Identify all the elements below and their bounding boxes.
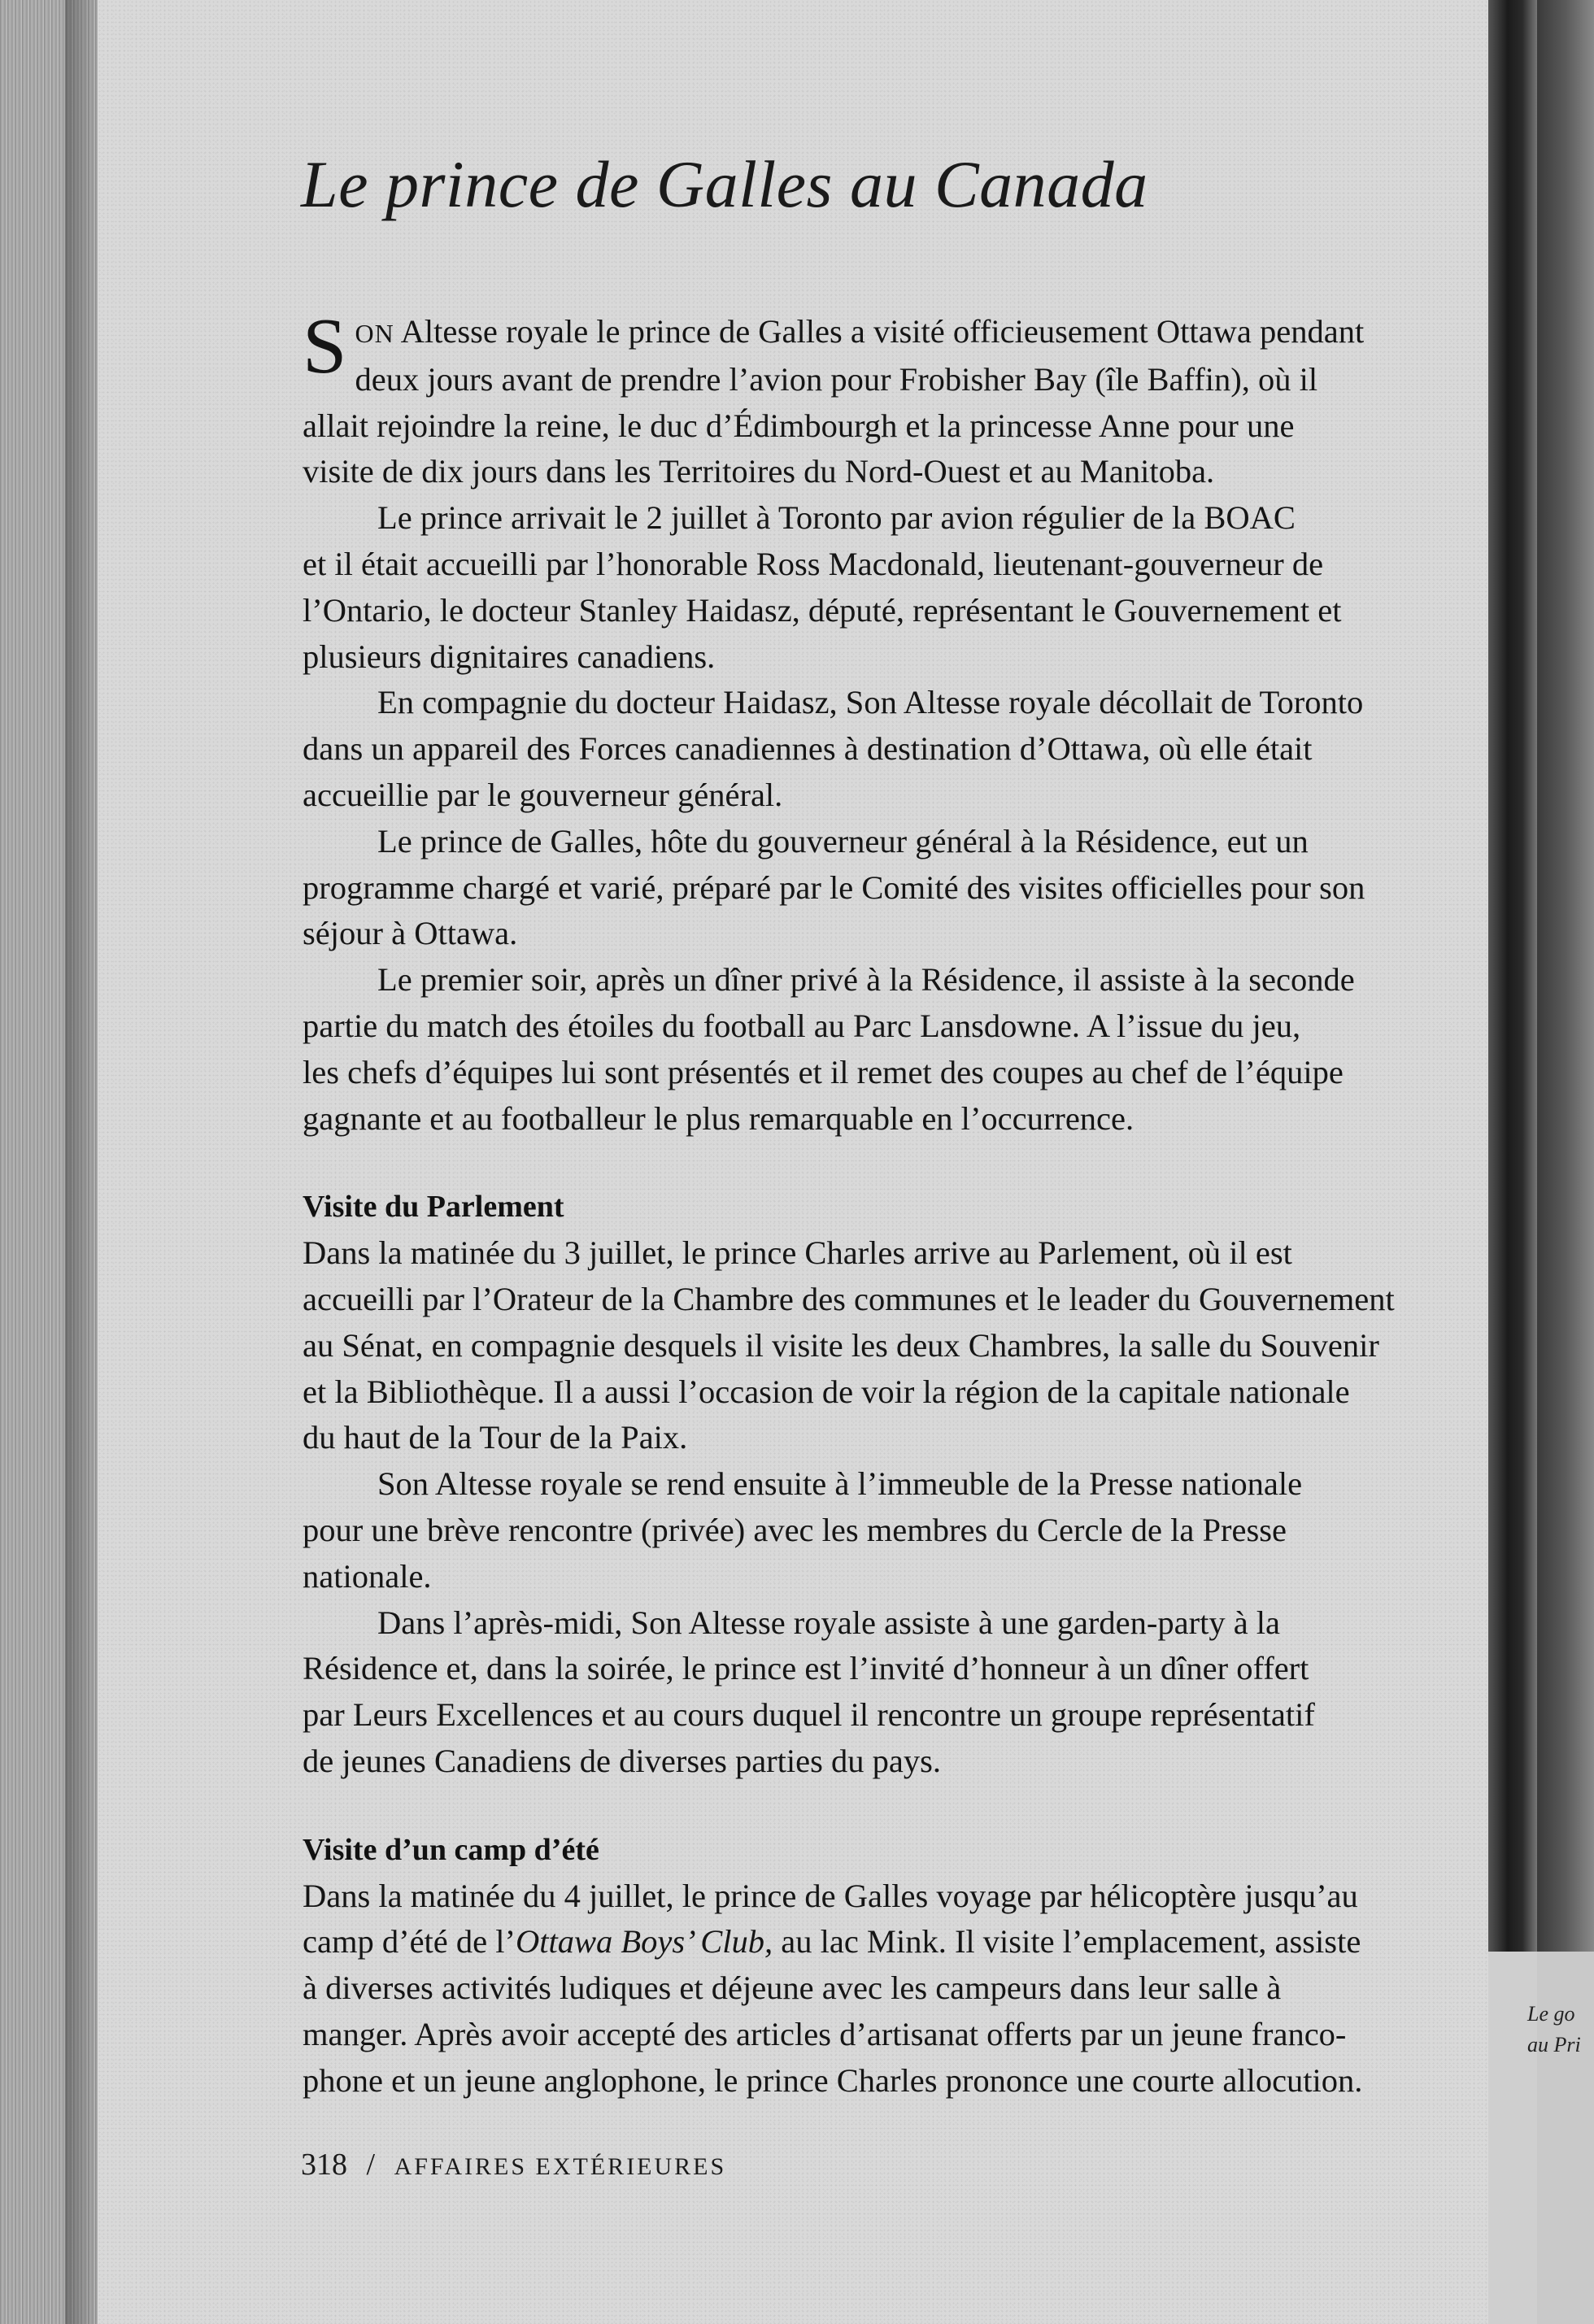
text-line: pour une brève rencontre (privée) avec les membres du Cercle de la Presse xyxy=(303,1511,1287,1548)
text-line: Le premier soir, après un dîner privé à la Résidence, il assiste à la seconde xyxy=(377,961,1355,999)
text-line: Le prince arrivait le 2 juillet à Toronto par avion régulier de la BOAC xyxy=(377,499,1296,537)
intro-paragraph xyxy=(303,309,1488,495)
paragraph xyxy=(303,1461,1488,1599)
text-line: nationale. xyxy=(303,1557,432,1595)
footer-separator: / xyxy=(366,2148,376,2182)
text-line: Résidence et, dans la soirée, le prince est l’invité d’honneur à un dîner offert xyxy=(303,1650,1309,1687)
left-gutter-scan xyxy=(0,0,98,2324)
text-line: Dans l’après-midi, Son Altesse royale assiste à une garden-party à la xyxy=(377,1604,1281,1641)
text-line: l’Ontario, le docteur Stanley Haidasz, député, représentant le Gouvernement et xyxy=(303,591,1342,629)
text-line: du haut de la Tour de la Paix. xyxy=(303,1419,688,1456)
text-line xyxy=(303,309,1488,357)
next-page-photo xyxy=(1537,0,1594,1952)
paragraph xyxy=(303,957,1488,1142)
next-page-caption-line: Le go xyxy=(1527,2002,1575,2026)
next-page-edge xyxy=(1537,0,1594,2324)
text-fragment: au lac Mink. Il visite l’emplacement, assiste xyxy=(773,1923,1361,1961)
text-line: à diverses activités ludiques et déjeune avec les campeurs dans leur salle à xyxy=(303,1969,1282,2007)
section-heading: Visite d’un camp d’été xyxy=(303,1832,599,1867)
text-fragment: camp d’été de l’ xyxy=(303,1923,516,1961)
text-line: par Leurs Excellences et au cours duquel il rencontre un groupe représentatif xyxy=(303,1696,1315,1734)
text-line: visite de dix jours dans les Territoires du Nord-Ouest et au Manitoba. xyxy=(303,453,1215,490)
paragraph xyxy=(303,495,1488,680)
text-line: Dans la matinée du 4 juillet, le prince de Galles voyage par hélicoptère jusqu’au xyxy=(303,1877,1358,1914)
paragraph xyxy=(303,1600,1488,1785)
small-caps-word: ON xyxy=(355,319,394,348)
text-line: de jeunes Canadiens de diverses parties du pays. xyxy=(303,1742,942,1779)
text-line: deux jours avant de prendre l’avion pour Frobisher Bay (île Baffin), où il xyxy=(355,360,1318,398)
binding-shadow xyxy=(1488,0,1537,1952)
text-line: phone et un jeune anglophone, le prince Charles prononce une courte allocution. xyxy=(303,2061,1363,2099)
page-title: Le prince de Galles au Canada xyxy=(301,147,1148,221)
paragraph xyxy=(303,680,1488,818)
text-line: programme chargé et varié, préparé par le Comité des visites officielles pour son xyxy=(303,868,1365,906)
text-line: En compagnie du docteur Haidasz, Son Altesse royale décollait de Toronto xyxy=(377,684,1364,721)
section-spacer xyxy=(303,1785,1488,1827)
text-line: dans un appareil des Forces canadiennes à destination d’Ottawa, où elle était xyxy=(303,730,1313,768)
text-line: les chefs d’équipes lui sont présentés et il remet des coupes au chef de l’équipe xyxy=(303,1053,1344,1090)
section-spacer xyxy=(303,1142,1488,1184)
text-line: et la Bibliothèque. Il a aussi l’occasion de voir la région de la capitale nationale xyxy=(303,1373,1350,1410)
text-line: Dans la matinée du 3 juillet, le prince Charles arrive au Parlement, où il est xyxy=(303,1234,1292,1272)
text-line: accueillie par le gouverneur général. xyxy=(303,776,783,813)
text-line: partie du match des étoiles du football au Parc Lansdowne. A l’issue du jeu, xyxy=(303,1007,1301,1044)
page-number: 318 xyxy=(301,2148,347,2182)
text-line: Son Altesse royale se rend ensuite à l’immeuble de la Presse nationale xyxy=(377,1465,1303,1503)
text-line: accueilli par l’Orateur de la Chambre des communes et le leader du Gouvernement xyxy=(303,1280,1395,1317)
text-line xyxy=(303,1919,1488,1965)
drop-cap: S xyxy=(303,309,347,390)
paragraph xyxy=(303,1874,1488,2104)
text-line: allait rejoindre la reine, le duc d’Édimbourgh et la princesse Anne pour une xyxy=(303,407,1295,444)
text-line: manger. Après avoir accepté des articles d’artisanat offerts par un jeune franco- xyxy=(303,2015,1347,2052)
text-line: Le prince de Galles, hôte du gouverneur général à la Résidence, eut un xyxy=(377,822,1309,860)
text-line: et il était accueilli par l’honorable Ross Macdonald, lieutenant-gouverneur de xyxy=(303,545,1324,582)
text-line: au Sénat, en compagnie desquels il visite les deux Chambres, la salle du Souvenir xyxy=(303,1326,1379,1364)
text-line: séjour à Ottawa. xyxy=(303,915,518,952)
paragraph xyxy=(303,1230,1488,1461)
article-body xyxy=(303,309,1488,2104)
text-line: plusieurs dignitaires canadiens. xyxy=(303,638,716,675)
next-page-caption-line: au Pri xyxy=(1527,2033,1581,2056)
publication-name: AFFAIRES EXTÉRIEURES xyxy=(394,2153,727,2180)
italic-club-name: Ottawa Boys’ Club, xyxy=(515,1923,773,1961)
page-footer xyxy=(301,2147,726,2183)
paragraph xyxy=(303,819,1488,957)
text-fragment: Altesse royale le prince de Galles a visité officieusement Ottawa pendant xyxy=(394,313,1365,350)
section-heading: Visite du Parlement xyxy=(303,1190,564,1225)
text-line: gagnante et au footballeur le plus remarquable en l’occurrence. xyxy=(303,1099,1135,1137)
